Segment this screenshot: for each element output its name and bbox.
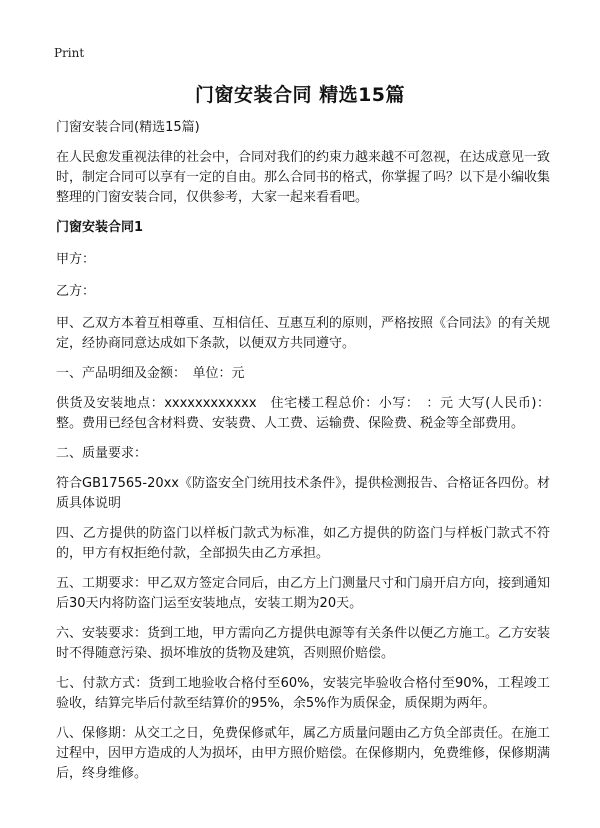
- clause-5: 五、工期要求：甲乙双方签定合同后，由乙方上门测量尺寸和门扇开启方向，接到通知后30天内将防盗门运至安装地点，安装工期为20天。: [56, 576, 551, 611]
- document-body: [56, 118, 550, 794]
- preamble-paragraph: 甲、乙双方本着互相尊重、互相信任、互惠互利的原则，严格按照《合同法》的有关规定，经协商同意达成如下条款，以便双方共同遵守。: [56, 316, 551, 351]
- clause-6: 六、安装要求：货到工地，甲方需向乙方提供电源等有关条件以便乙方施工。乙方安装时不得随意污染、损坏堆放的货物及建筑，否则照价赔偿。: [56, 626, 551, 661]
- intro-paragraph: 在人民愈发重视法律的社会中，合同对我们的约束力越来越不可忽视，在达成意见一致时，制定合同可以享有一定的自由。那么合同书的格式，你掌握了吗？以下是小编收集整理的门窗安装合同，仅供参考，大家一起来看看吧。: [56, 150, 551, 205]
- print-link[interactable]: Print: [54, 46, 85, 60]
- party-b-label: 乙方：: [56, 284, 96, 299]
- clause-1-title: 一、产品明细及金额： 单位：元: [56, 366, 245, 381]
- document-subtitle: 门窗安装合同(精选15篇): [56, 120, 200, 135]
- clause-2-body: 符合GB17565-20xx《防盗安全门统用技术条件》，提供检测报告、合格证各四份。材质具体说明: [56, 476, 550, 511]
- clause-2-title: 二、质量要求：: [56, 446, 148, 461]
- section-heading: 门窗安装合同1: [56, 220, 144, 235]
- clause-8: 八、保修期：从交工之日，免费保修贰年，属乙方质量问题由乙方负全部责任。在施工过程中，因甲方造成的人为损坏，由甲方照价赔偿。在保修期内，免费维修，保修期满后，终身维修。: [56, 726, 551, 781]
- clause-1-body: 供货及安装地点：xxxxxxxxxxxx 住宅楼工程总价：小写： ：元 大写(人民币)：整。费用已经包含材料费、安装费、人工费、运输费、保险费、税金等全部费用。: [56, 396, 550, 431]
- page-title: 门窗安装合同 精选15篇: [194, 84, 406, 106]
- clause-7: 七、付款方式：货到工地验收合格付至60%，安装完毕验收合格付至90%，工程竣工验收，结算完毕后付款至结算价的95%，余5%作为质保金，质保期为两年。: [56, 676, 550, 711]
- clause-4: 四、乙方提供的防盗门以样板门款式为标准，如乙方提供的防盗门与样板门款式不符的，甲方有权拒绝付款，全部损失由乙方承担。: [56, 526, 550, 561]
- party-a-label: 甲方：: [56, 252, 96, 267]
